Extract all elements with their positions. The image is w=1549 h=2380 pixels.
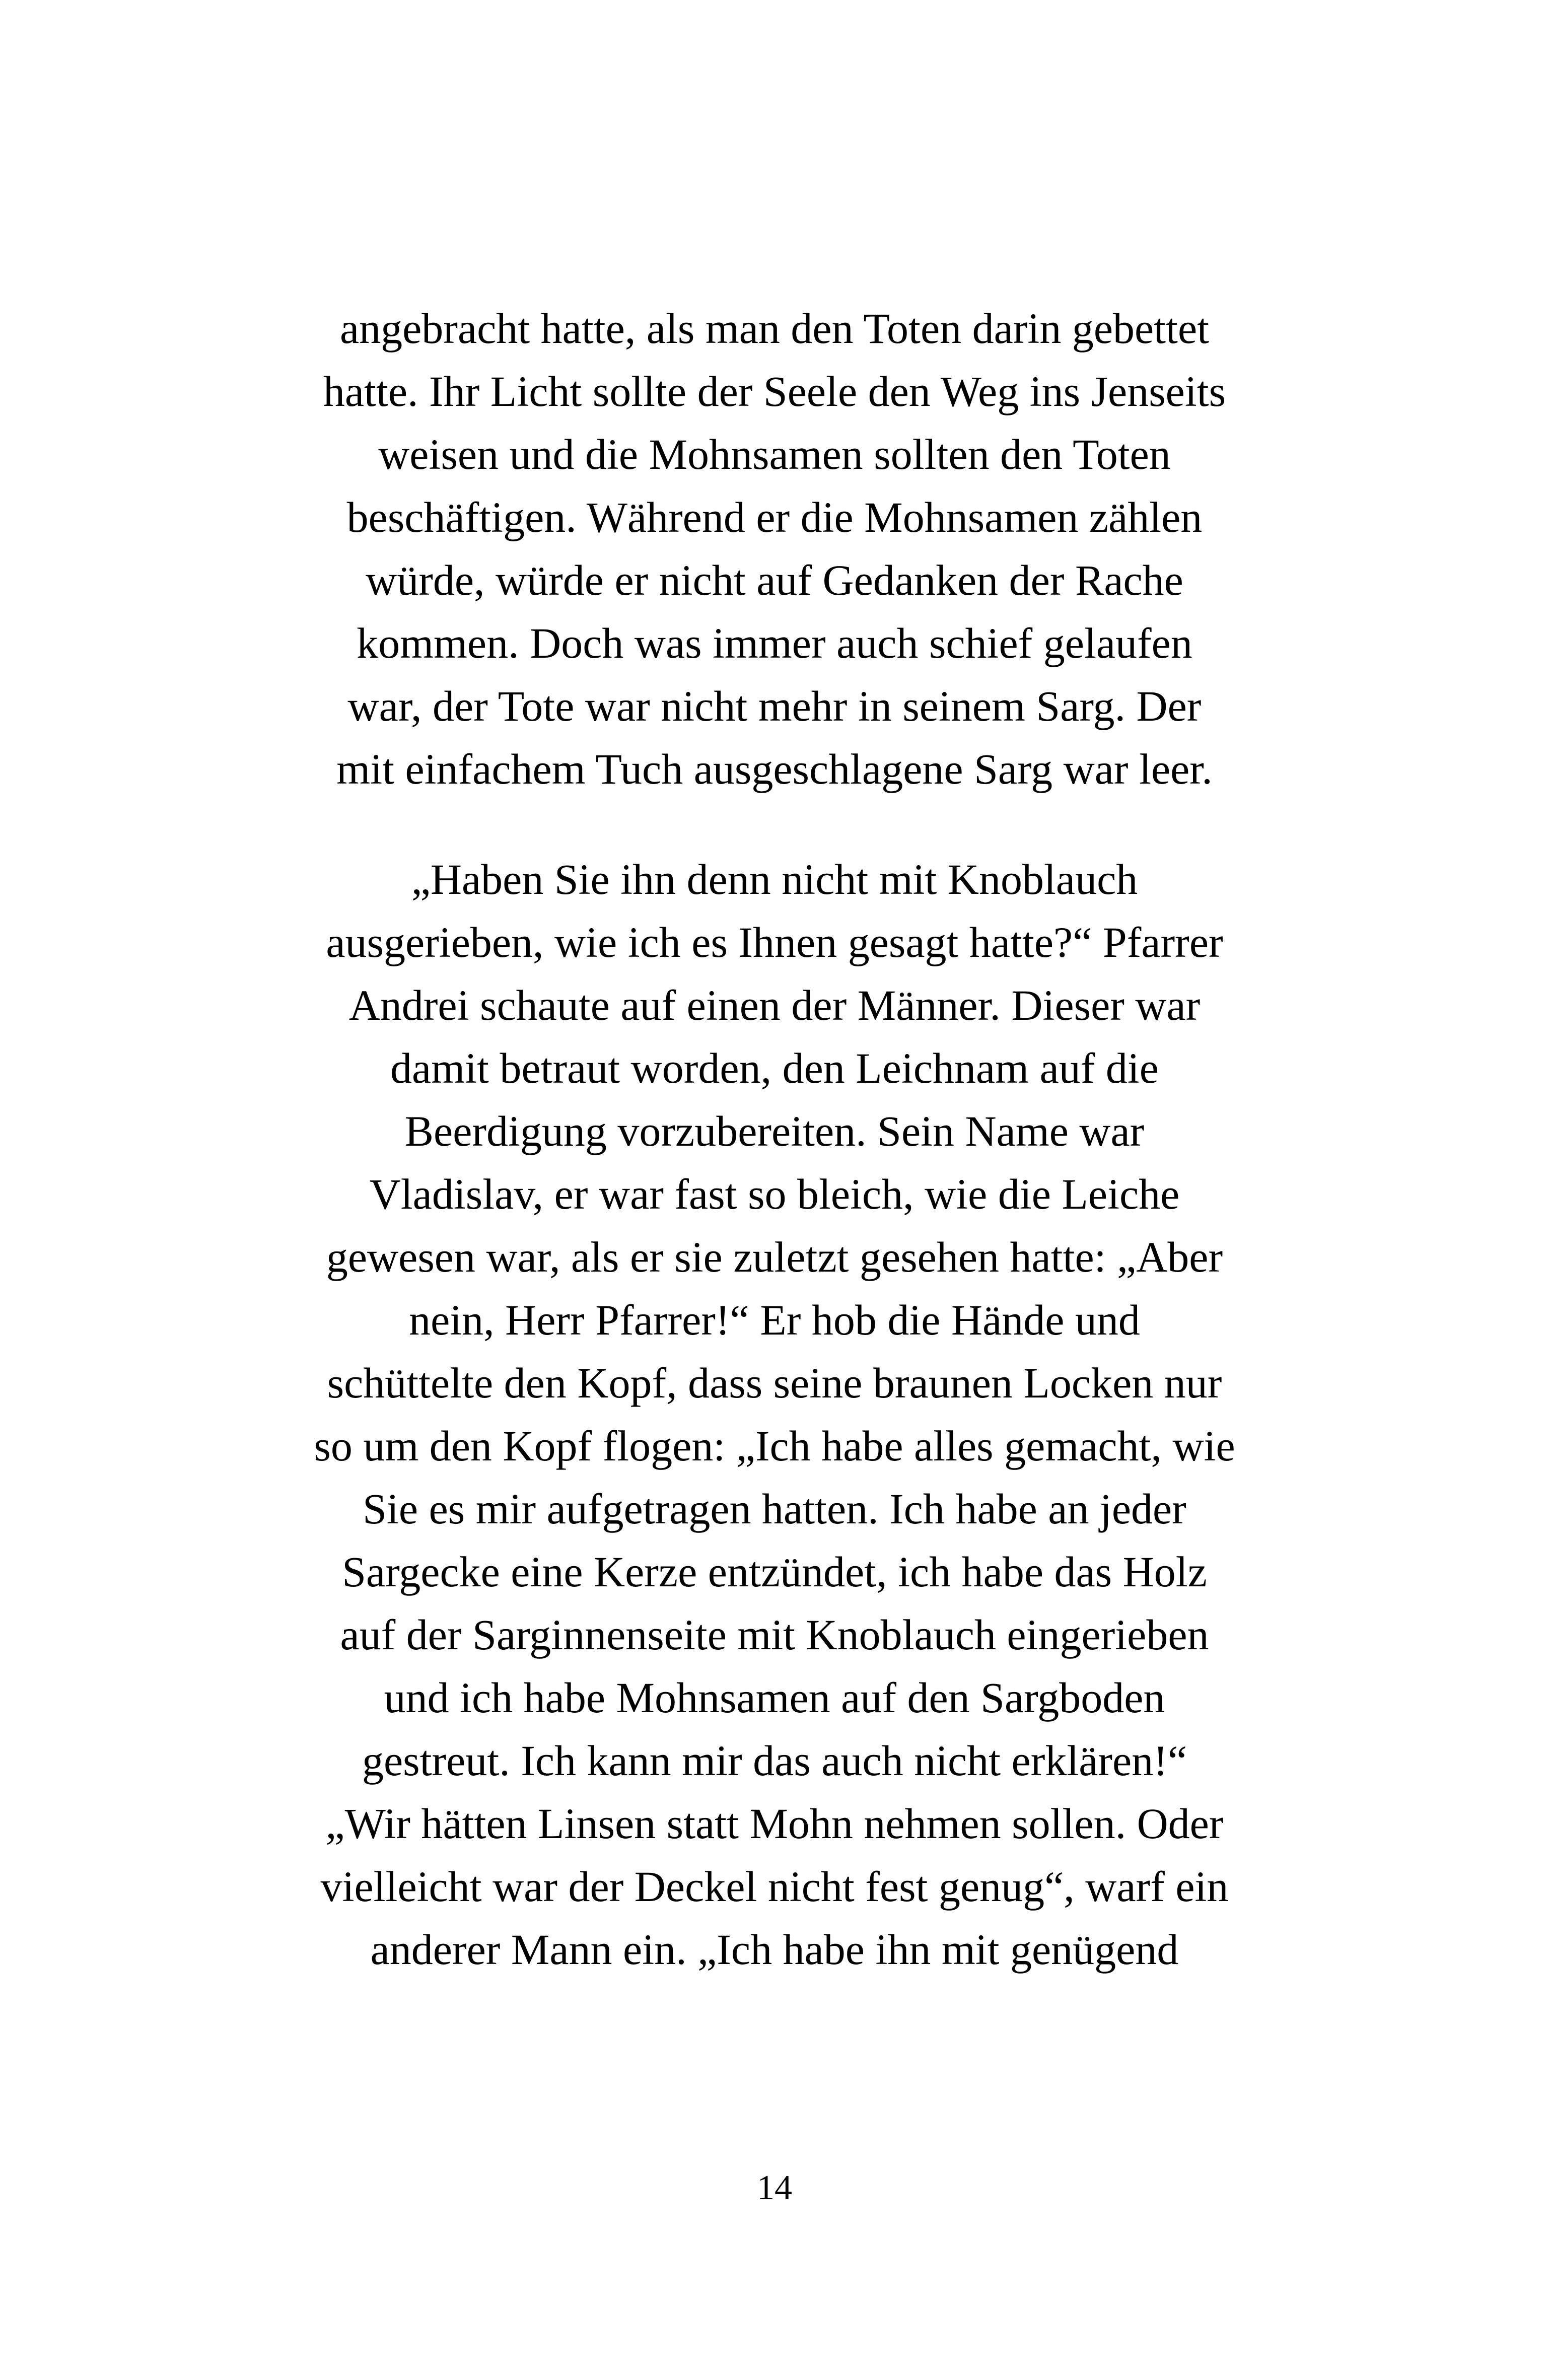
text-line: mit einfachem Tuch ausgeschlagene Sarg war leer.: [336, 745, 1213, 793]
text-line: anderer Mann ein. „Ich habe ihn mit genügend: [370, 1925, 1179, 1974]
text-line: nein, Herr Pfarrer!“ Er hob die Hände und: [409, 1296, 1140, 1344]
text-line: gestreut. Ich kann mir das auch nicht erklären!“: [362, 1736, 1187, 1785]
text-line: ausgerieben, wie ich es Ihnen gesagt hatte?“ Pfarrer: [326, 918, 1223, 966]
text-line: damit betraut worden, den Leichnam auf die: [390, 1044, 1159, 1092]
text-line: würde, würde er nicht auf Gedanken der Rache: [366, 556, 1183, 604]
text-line: kommen. Doch was immer auch schief gelaufen: [357, 619, 1192, 667]
paragraph-1: [0, 297, 1549, 801]
text-line: angebracht hatte, als man den Toten darin gebettet: [339, 304, 1210, 353]
text-line: Andrei schaute auf einen der Männer. Dieser war: [348, 981, 1201, 1029]
text-line: beschäftigen. Während er die Mohnsamen zählen: [346, 493, 1203, 541]
text-line: schüttelte den Kopf, dass seine braunen Locken nur: [327, 1359, 1222, 1407]
text-line: „Haben Sie ihn denn nicht mit Knoblauch: [411, 855, 1138, 903]
text-line: Beerdigung vorzubereiten. Sein Name war: [404, 1107, 1145, 1155]
text-line: Vladislav, er war fast so bleich, wie die Leiche: [369, 1170, 1180, 1218]
text-line: hatte. Ihr Licht sollte der Seele den Weg ins Jenseits: [323, 367, 1226, 415]
text-line: war, der Tote war nicht mehr in seinem Sarg. Der: [347, 682, 1202, 730]
page-number: 14: [757, 2168, 792, 2207]
text-line: weisen und die Mohnsamen sollten den Toten: [378, 430, 1171, 478]
text-line: vielleicht war der Deckel nicht fest genug“, warf ein: [320, 1862, 1229, 1911]
text-line: Sargecke eine Kerze entzündet, ich habe das Holz: [342, 1548, 1207, 1596]
text-line: gewesen war, als er sie zuletzt gesehen hatte: „Aber: [326, 1233, 1223, 1281]
paragraph-2: [0, 848, 1549, 1981]
text-line: „Wir hätten Linsen statt Mohn nehmen sollen. Oder: [325, 1799, 1224, 1848]
text-line: auf der Sarginnenseite mit Knoblauch eingerieben: [340, 1611, 1209, 1659]
text-line: und ich habe Mohnsamen auf den Sargboden: [384, 1673, 1165, 1722]
text-line: so um den Kopf flogen: „Ich habe alles gemacht, wie: [314, 1422, 1235, 1470]
text-line: Sie es mir aufgetragen hatten. Ich habe an jeder: [363, 1485, 1186, 1533]
